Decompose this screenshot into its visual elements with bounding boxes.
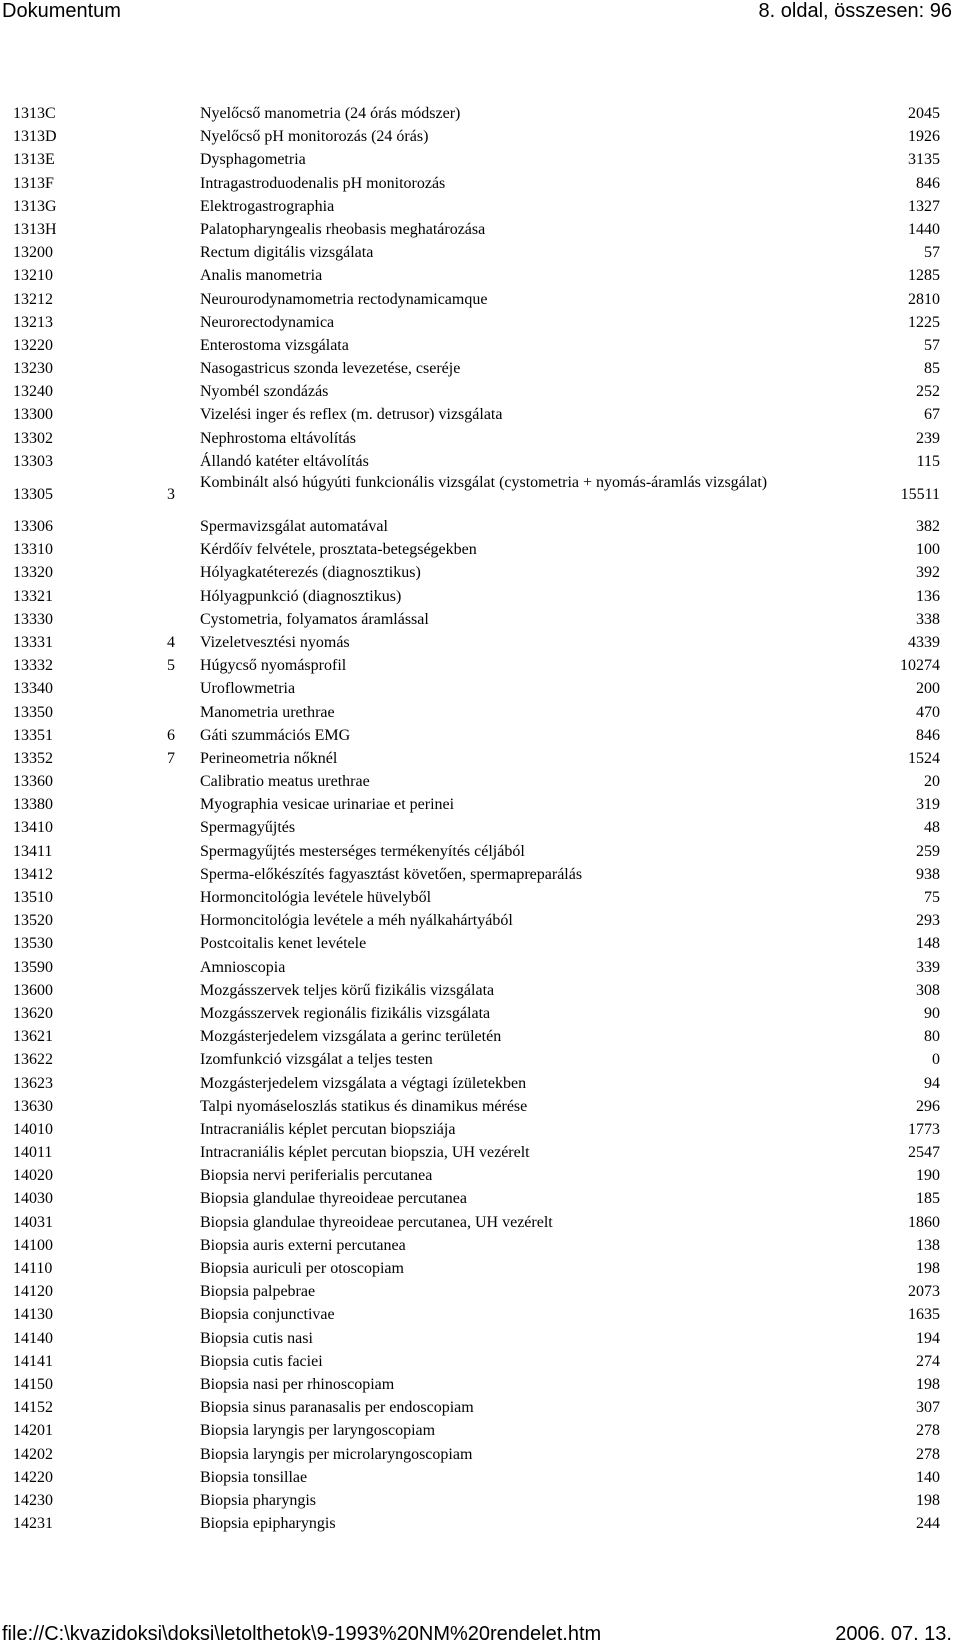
table-row [0,539,960,562]
table-row [0,632,960,655]
row-description: Nyelőcső pH monitorozás (24 órás) [200,128,429,146]
table-row [0,1096,960,1119]
procedure-table [0,103,960,1536]
row-code: 14152 [13,1399,53,1417]
row-code: 13621 [13,1028,53,1046]
row-code: 14031 [13,1213,53,1231]
table-row [0,655,960,678]
row-description: Elektrogastrographia [200,197,335,215]
row-value: 259 [916,842,940,860]
table-row [0,196,960,219]
row-note: 4 [167,633,175,651]
row-note: 5 [167,657,175,675]
row-code: 13623 [13,1074,53,1092]
row-code: 13590 [13,958,53,976]
print-date: 2006. 07. 13. [835,1623,952,1645]
row-code: 1313D [13,128,57,146]
row-value: 4339 [908,633,940,651]
row-code: 14231 [13,1515,53,1533]
row-value: 75 [924,889,940,906]
file-path: file://C:\kvazidoksi\doksi\letolthetok\9-1993%20NM%20rendelet.htm [2,1623,602,1645]
table-row [0,1026,960,1049]
row-description: Intragastroduodenalis pH monitorozás [200,174,446,192]
table-row [0,103,960,126]
row-code: 13350 [13,703,53,721]
row-code: 13520 [13,912,53,930]
table-row [0,748,960,771]
table-row [0,404,960,427]
row-description: Myographia vesicae urinariae et perinei [200,796,455,814]
table-row [0,702,960,725]
row-value: 938 [916,865,940,883]
row-value: 1440 [908,220,940,238]
row-description: Manometria urethrae [200,703,335,721]
row-description: Nasogastricus szonda levezetése, cseréje [200,360,461,378]
row-value: 198 [916,1491,940,1509]
row-code: 14100 [13,1236,53,1254]
row-code: 1313C [13,105,56,122]
row-value: 296 [916,1097,940,1115]
row-value: 48 [924,819,940,837]
row-code: 13220 [13,336,53,354]
row-value: 1285 [908,267,940,285]
row-description: Cystometria, folyamatos áramlással [200,610,429,628]
table-row [0,312,960,335]
row-value: 1524 [908,749,940,767]
row-description: Perineometria nőknél [200,749,338,767]
row-code: 13331 [13,633,53,651]
row-value: 278 [916,1445,940,1463]
row-code: 1313E [13,151,55,169]
row-code: 13340 [13,680,53,698]
table-row [0,451,960,474]
row-code: 14030 [13,1190,53,1208]
table-row [0,678,960,701]
row-note: 3 [167,486,175,503]
row-value: 1860 [908,1213,940,1231]
table-row [0,1374,960,1397]
row-value: 100 [916,541,940,559]
row-description: Hólyagkatéterezés (diagnosztikus) [200,564,421,582]
row-code: 13213 [13,313,53,331]
row-code: 13332 [13,657,53,675]
row-description: Állandó katéter eltávolítás [200,452,369,470]
row-value: 239 [916,429,940,447]
row-value: 2810 [908,290,940,308]
row-description: Gáti szummációs EMG [200,726,351,744]
row-code: 13622 [13,1051,53,1069]
row-value: 148 [916,935,940,953]
row-code: 13530 [13,935,53,953]
page-header [0,0,960,26]
row-description: Biopsia conjunctivae [200,1306,335,1324]
row-description: Intracraniális képlet percutan biopsziája [200,1120,456,1138]
row-value: 846 [916,174,940,192]
row-code: 13303 [13,452,53,470]
row-code: 13510 [13,889,53,906]
row-value: 1225 [908,313,940,331]
row-value: 136 [916,587,940,605]
table-row [0,428,960,451]
row-description: Sperma-előkészítés fagyasztást követően, spermapreparálás [200,865,583,883]
row-code: 14202 [13,1445,53,1463]
table-row [0,1119,960,1142]
row-code: 13302 [13,429,53,447]
row-value: 278 [916,1422,940,1440]
row-description: Biopsia palpebrae [200,1283,316,1301]
row-code: 13300 [13,406,53,424]
table-row [0,126,960,149]
row-code: 1313H [13,220,57,238]
row-description: Biopsia sinus paranasalis per endoscopiam [200,1399,474,1417]
row-code: 13310 [13,541,53,559]
row-value: 194 [916,1329,940,1347]
document-title: Dokumentum [2,0,121,22]
row-code: 14020 [13,1167,53,1185]
row-value: 90 [924,1004,940,1022]
row-description: Kérdőív felvétele, prosztata-betegségekben [200,541,477,559]
row-code: 14220 [13,1468,53,1486]
row-value: 252 [916,383,940,401]
row-value: 1926 [908,128,940,146]
row-description: Postcoitalis kenet levétele [200,935,367,953]
row-code: 13411 [13,842,53,860]
row-code: 14011 [13,1144,53,1162]
row-description: Talpi nyomáseloszlás statikus és dinamikus mérése [200,1097,528,1115]
row-code: 14110 [13,1260,53,1277]
row-code: 13380 [13,796,53,814]
row-value: 0 [932,1051,940,1069]
table-row [0,381,960,404]
row-code: 13360 [13,773,53,791]
row-value: 80 [924,1028,940,1046]
row-value: 94 [924,1074,940,1092]
row-description: Enterostoma vizsgálata [200,336,349,354]
row-code: 14140 [13,1329,53,1347]
row-code: 14150 [13,1375,53,1393]
row-description: Biopsia epipharyngis [200,1515,336,1533]
table-row [0,1003,960,1026]
table-row [0,516,960,539]
table-row [0,358,960,381]
row-description: Hormoncitológia levétele a méh nyálkahártyából [200,912,513,930]
row-code: 14010 [13,1120,53,1138]
row-code: 13212 [13,290,53,308]
row-value: 3135 [908,151,940,169]
row-description: Amnioscopia [200,958,286,976]
row-description: Mozgásszervek regionális fizikális vizsgálata [200,1004,491,1022]
row-description: Izomfunkció vizsgálat a teljes testen [200,1051,433,1069]
row-code: 13410 [13,819,53,837]
table-row [0,1235,960,1258]
table-row [0,1212,960,1235]
row-description: Vizeletvesztési nyomás [200,633,350,651]
row-value: 274 [916,1352,940,1370]
row-description: Calibratio meatus urethrae [200,773,370,791]
row-value: 2045 [908,105,940,122]
table-row [0,289,960,312]
row-value: 1635 [908,1306,940,1324]
table-row [0,474,960,516]
row-value: 15511 [900,486,940,503]
table-row [0,1142,960,1165]
table-row [0,149,960,172]
row-description: Hólyagpunkció (diagnosztikus) [200,587,402,605]
row-value: 85 [924,360,940,378]
row-code: 13200 [13,244,53,262]
row-value: 138 [916,1236,940,1254]
row-description: Nyelőcső manometria (24 órás módszer) [200,105,461,122]
row-value: 190 [916,1167,940,1185]
row-code: 13320 [13,564,53,582]
row-description: Biopsia cutis faciei [200,1352,323,1370]
row-description: Biopsia laryngis per microlaryngoscopiam [200,1445,473,1463]
table-row [0,586,960,609]
row-value: 198 [916,1375,940,1393]
row-code: 13321 [13,587,53,605]
row-description: Biopsia tonsillae [200,1468,308,1486]
row-value: 57 [924,244,940,262]
page-indicator: 8. oldal, összesen: 96 [758,0,952,22]
row-value: 339 [916,958,940,976]
row-code: 13352 [13,749,53,767]
row-code: 13306 [13,518,53,535]
row-description: Biopsia auris externi percutanea [200,1236,406,1254]
row-description: Rectum digitális vizsgálata [200,244,374,262]
row-description: Nyombél szondázás [200,383,329,401]
row-value: 392 [916,564,940,582]
row-description: Biopsia pharyngis [200,1491,316,1509]
row-description: Spermavizsgálat automatával [200,518,388,535]
row-value: 470 [916,703,940,721]
row-description: Dysphagometria [200,151,306,169]
table-row [0,1049,960,1072]
table-row [0,173,960,196]
table-row [0,887,960,910]
row-note: 7 [167,749,175,767]
row-description: Biopsia auriculi per otoscopiam [200,1260,404,1277]
page-footer [0,1623,960,1648]
table-row [0,1420,960,1443]
table-row [0,1073,960,1096]
table-row [0,841,960,864]
row-code: 14141 [13,1352,53,1370]
table-row [0,1467,960,1490]
row-description: Spermagyűjtés mesterséges termékenyítés céljából [200,842,525,860]
table-row [0,980,960,1003]
row-value: 244 [916,1515,940,1533]
table-row [0,335,960,358]
table-row [0,1188,960,1211]
table-row [0,562,960,585]
row-description: Mozgásszervek teljes körű fizikális vizsgálata [200,981,495,999]
row-value: 185 [916,1190,940,1208]
row-code: 1313G [13,197,57,215]
row-value: 319 [916,796,940,814]
row-value: 57 [924,336,940,354]
row-description: Hormoncitológia levétele hüvelyből [200,889,432,906]
row-description: Biopsia nasi per rhinoscopiam [200,1375,395,1393]
table-row [0,725,960,748]
row-value: 338 [916,610,940,628]
row-description: Húgycső nyomásprofil [200,657,347,675]
row-description: Neurorectodynamica [200,313,335,331]
table-row [0,265,960,288]
table-row [0,1281,960,1304]
row-code: 13630 [13,1097,53,1115]
row-code: 13305 [13,486,53,503]
table-row [0,957,960,980]
row-value: 846 [916,726,940,744]
row-code: 13230 [13,360,53,378]
row-value: 293 [916,912,940,930]
row-value: 140 [916,1468,940,1486]
table-row [0,910,960,933]
row-value: 2547 [908,1144,940,1162]
row-description: Vizelési inger és reflex (m. detrusor) vizsgálata [200,406,503,424]
row-value: 307 [916,1399,940,1417]
row-description: Mozgásterjedelem vizsgálata a gerinc területén [200,1028,502,1046]
row-description: Palatopharyngealis rheobasis meghatározása [200,220,486,238]
row-code: 13620 [13,1004,53,1022]
row-description: Biopsia glandulae thyreoideae percutanea [200,1190,467,1208]
table-row [0,933,960,956]
row-description: Neurourodynamometria rectodynamicamque [200,290,488,308]
row-value: 67 [924,406,940,424]
row-value: 308 [916,981,940,999]
table-row [0,1328,960,1351]
row-code: 14120 [13,1283,53,1301]
row-description: Analis manometria [200,267,323,285]
row-code: 13412 [13,865,53,883]
table-row [0,794,960,817]
row-code: 14130 [13,1306,53,1324]
table-row [0,771,960,794]
table-row [0,1258,960,1281]
row-code: 13330 [13,610,53,628]
row-code: 13240 [13,383,53,401]
row-description: Intracraniális képlet percutan biopszia, UH vezérelt [200,1144,530,1162]
row-value: 198 [916,1260,940,1277]
row-code: 13600 [13,981,53,999]
row-description: Mozgásterjedelem vizsgálata a végtagi ízületekben [200,1074,527,1092]
table-row [0,242,960,265]
table-row [0,1304,960,1327]
table-row [0,609,960,632]
row-value: 10274 [900,657,940,675]
row-description: Biopsia laryngis per laryngoscopiam [200,1422,436,1440]
row-value: 1327 [908,197,940,215]
row-description: Nephrostoma eltávolítás [200,429,356,447]
row-value: 20 [924,773,940,791]
row-value: 1773 [908,1120,940,1138]
row-note: 6 [167,726,175,744]
table-row [0,1444,960,1467]
row-code: 13351 [13,726,53,744]
table-row [0,1351,960,1374]
row-description: Biopsia glandulae thyreoideae percutanea, UH vezérelt [200,1213,553,1231]
table-row [0,864,960,887]
table-row [0,1165,960,1188]
row-value: 115 [916,452,940,470]
row-value: 2073 [908,1283,940,1301]
row-code: 1313F [13,174,54,192]
row-code: 14230 [13,1491,53,1509]
row-code: 14201 [13,1422,53,1440]
table-row [0,1513,960,1536]
row-value: 200 [916,680,940,698]
row-code: 13210 [13,267,53,285]
table-row [0,817,960,840]
row-value: 382 [916,518,940,535]
row-description: Biopsia cutis nasi [200,1329,313,1347]
row-description: Kombinált alsó húgyúti funkcionális vizsgálat (cystometria + nyomás-áramlás vizsgálat) [200,474,768,491]
row-description: Biopsia nervi periferialis percutanea [200,1167,433,1185]
row-description: Spermagyűjtés [200,819,296,837]
table-row [0,1397,960,1420]
table-row [0,1490,960,1513]
table-row [0,219,960,242]
row-description: Uroflowmetria [200,680,296,698]
